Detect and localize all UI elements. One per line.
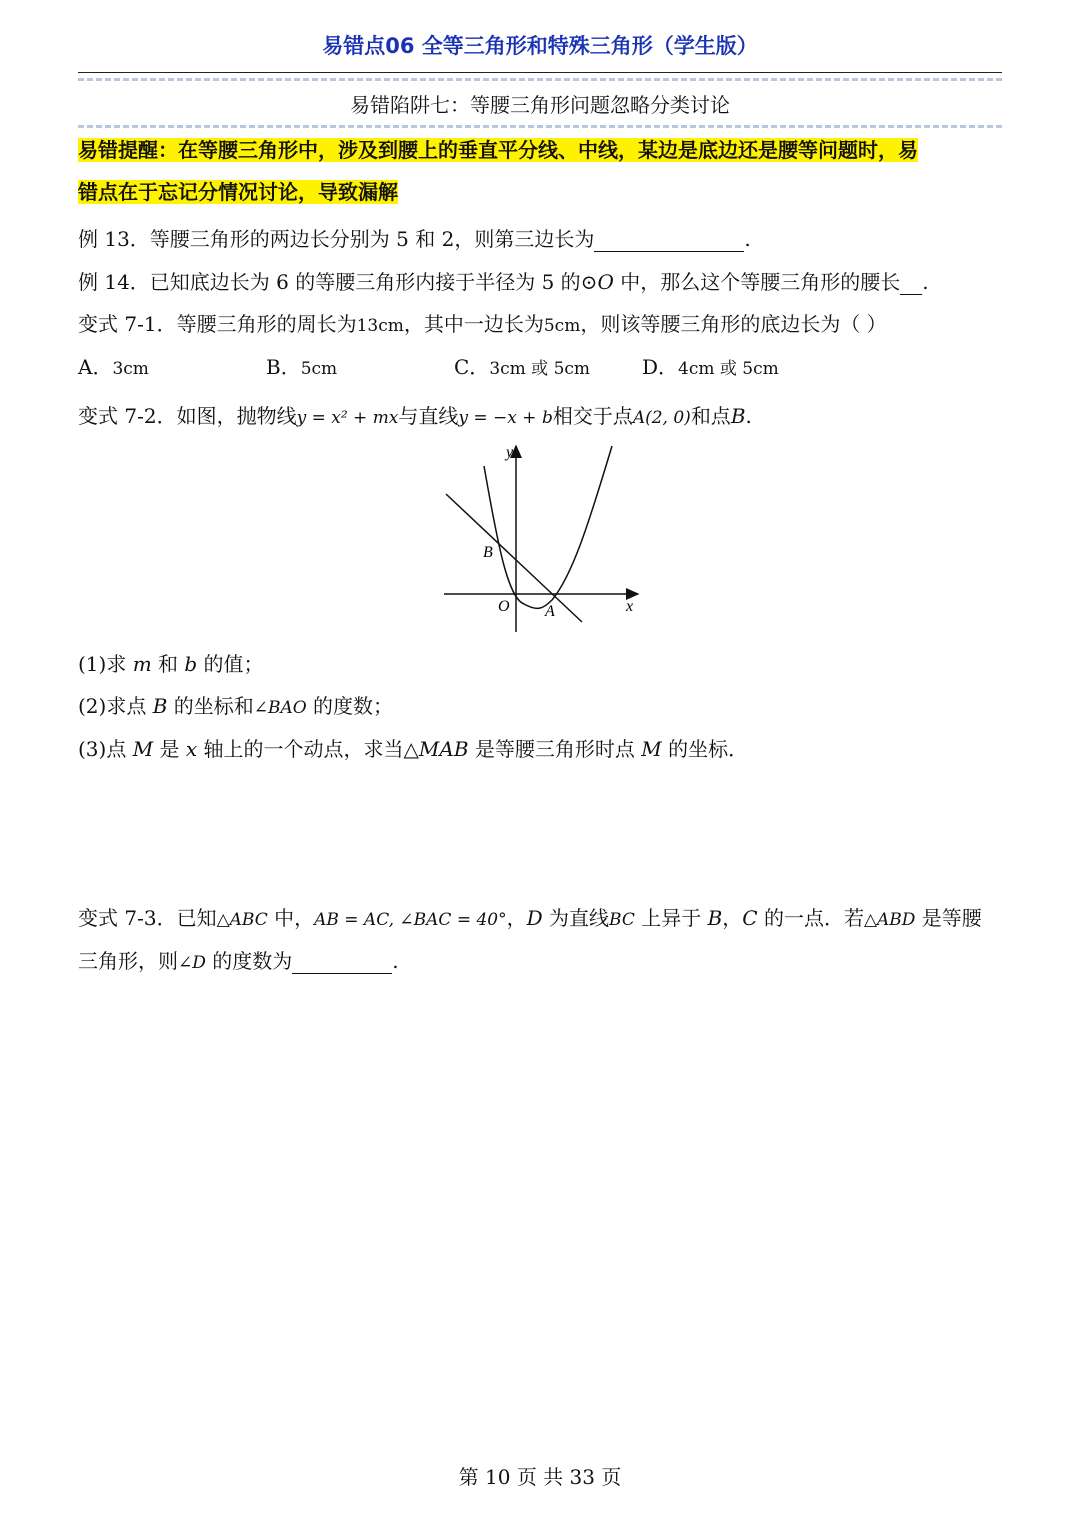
answer-blank[interactable] [900,272,922,295]
parabola-curve [484,446,612,608]
graph-label-o: O [498,598,510,615]
question-1: (1)求 m 和 b 的值； [78,652,264,676]
variant-7-3-line-1: 变式 7-3．已知△ABC 中，AB = AC, ∠BAC = 40°，D 为直线BC 上异于 B，C 的一点．若△ABD 是等腰 [78,906,982,930]
section-dashed-rule [78,125,1002,128]
variant-7-3-line-2: 三角形，则∠D 的度数为 . [78,949,399,973]
header-dashed-rule [78,78,1002,81]
parabola-line-graph [436,436,646,636]
variant-7-2: 变式 7-2．如图，抛物线y = x² + mx与直线y = −x + b相交于点A(2, 0)和点B. [78,404,752,428]
example-13: 例 13．等腰三角形的两边长分别为 5 和 2，则第三边长为 . [78,227,751,251]
page-number: 第 10 页 共 33 页 [458,1465,622,1489]
header-rule [78,72,1002,73]
graph-label-x: x [626,598,634,615]
warning-line-1: 易错提醒：在等腰三角形中，涉及到腰上的垂直平分线、中线，某边是底边还是腰等问题时，易 [78,138,918,162]
option-d[interactable]: D．4cm 或 5cm [642,355,779,379]
option-a[interactable]: A．3cm [78,355,149,379]
warning-line-2: 错点在于忘记分情况讨论，导致漏解 [78,180,398,204]
option-c[interactable]: C．3cm 或 5cm [454,355,591,379]
question-2: (2)求点 B 的坐标和∠BAO 的度数； [78,694,394,718]
option-b[interactable]: B．5cm [266,355,338,379]
question-3: (3)点 M 是 x 轴上的一个动点，求当△MAB 是等腰三角形时点 M 的坐标． [78,737,749,761]
variant-7-1: 变式 7-1．等腰三角形的周长为13cm，其中一边长为5cm，则该等腰三角形的底边长为（ ） [78,312,887,336]
graph-label-a: A [545,603,555,620]
page-header-title: 易错点06 全等三角形和特殊三角形（学生版） [322,34,758,58]
graph-label-y: y [506,444,514,461]
line-y-neg-x-plus-b [446,494,582,622]
answer-blank[interactable] [594,229,744,252]
example-14: 例 14．已知底边长为 6 的等腰三角形内接于半径为 5 的⊙O 中，那么这个等腰三角形的腰长 . [78,270,929,294]
answer-blank[interactable] [292,951,392,974]
graph-label-b: B [483,544,493,561]
section-title: 易错陷阱七：等腰三角形问题忽略分类讨论 [350,93,730,117]
